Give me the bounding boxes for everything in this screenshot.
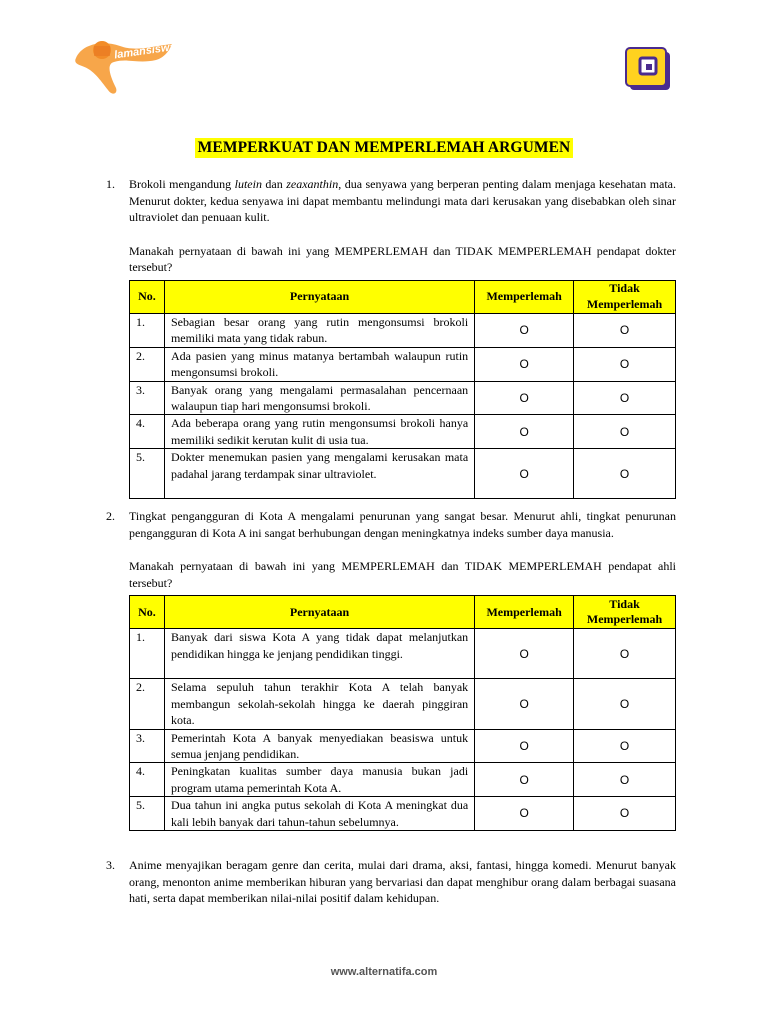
table-row (130, 415, 676, 449)
page-title: MEMPERKUAT DAN MEMPERLEMAH ARGUMEN (195, 138, 574, 158)
row-statement: Sebagian besar orang yang rutin mengonsumsi brokoli memiliki mata yang tidak rabun. (164, 313, 474, 347)
option-weaken[interactable]: O (475, 381, 574, 415)
row-number: 4. (130, 763, 165, 797)
row-statement: Banyak dari siswa Kota A yang tidak dapat melanjutkan pendidikan hingga ke jenjang pendidikan tinggi. (164, 629, 474, 679)
question-number: 2. (106, 509, 115, 523)
option-not-weaken[interactable]: O (574, 449, 676, 499)
header-statement: Pernyataan (164, 596, 474, 629)
row-number: 2. (130, 679, 165, 729)
row-number: 1. (130, 629, 165, 679)
option-not-weaken[interactable]: O (574, 629, 676, 679)
option-weaken[interactable]: O (475, 449, 574, 499)
option-weaken[interactable]: O (475, 313, 574, 347)
table-row (130, 313, 676, 347)
row-number: 2. (130, 347, 165, 381)
row-statement: Dokter menemukan pasien yang mengalami kerusakan mata padahal jarang terdampak sinar ultraviolet. (164, 449, 474, 499)
row-statement: Pemerintah Kota A banyak menyediakan beasiswa untuk semua jenjang pendidikan. (164, 729, 474, 763)
row-statement: Ada pasien yang minus matanya bertambah walaupun rutin mengonsumsi brokoli. (164, 347, 474, 381)
question-intro: Anime menyajikan beragam genre dan cerita, mulai dari drama, aksi, fantasi, hingga komedi. Menurut banyak orang, menonton anime memberikan hiburan yang bervariasi dan dapat menghibur orang dalam berbagai suasana hati, serta dapat memberikan nilai-nilai positif dalam kehidupan. (129, 858, 676, 906)
table-row (130, 381, 676, 415)
row-number: 5. (130, 449, 165, 499)
option-weaken[interactable]: O (475, 629, 574, 679)
question-intro: Brokoli mengandung lutein dan zeaxanthin, dua senyawa yang berperan penting dalam menjaga kesehatan mata. Menurut dokter, kedua senyawa ini dapat membantu melindungi mata dari kerusakan yang disebabkan oleh sinar ultraviolet dan penuaan kulit. (129, 177, 677, 225)
row-statement: Peningkatan kualitas sumber daya manusia bukan jadi program utama pemerintah Kota A. (164, 763, 474, 797)
question-prompt: Manakah pernyataan di bawah ini yang MEMPERLEMAH dan TIDAK MEMPERLEMAH pendapat ahli tersebut? (129, 559, 676, 590)
question-prompt: Manakah pernyataan di bawah ini yang MEMPERLEMAH dan TIDAK MEMPERLEMAH pendapat dokter tersebut? (129, 243, 676, 275)
option-not-weaken[interactable]: O (574, 797, 676, 831)
statement-table (129, 280, 676, 499)
header-statement: Pernyataan (164, 280, 474, 313)
question-number: 3. (106, 858, 115, 872)
header-no: No. (130, 280, 165, 313)
statement-table (129, 595, 676, 831)
option-not-weaken[interactable]: O (574, 313, 676, 347)
lamansiswa-logo-icon (72, 36, 176, 98)
footer-url: www.alternatifa.com (330, 966, 438, 978)
row-statement: Dua tahun ini angka putus sekolah di Kota A meningkat dua kali lebih banyak dari tahun-tahun sebelumnya. (164, 797, 474, 831)
app-logo-icon (624, 46, 672, 92)
option-weaken[interactable]: O (475, 729, 574, 763)
question-intro: Tingkat pengangguran di Kota A mengalami penurunan yang sangat besar. Menurut ahli, tingkat penurunan pengangguran di Kota A ini sangat berhubungan dengan meningkatnya indeks sumber daya manusia. (129, 509, 676, 540)
option-weaken[interactable]: O (475, 347, 574, 381)
option-weaken[interactable]: O (475, 763, 574, 797)
row-number: 1. (130, 313, 165, 347)
row-number: 4. (130, 415, 165, 449)
option-not-weaken[interactable]: O (574, 679, 676, 729)
question-number: 1. (106, 177, 115, 191)
table-row (130, 797, 676, 831)
header-no: No. (130, 596, 165, 629)
question-2 (106, 508, 676, 831)
table-row (130, 347, 676, 381)
table-row (130, 629, 676, 679)
header-not-weaken: Tidak Memperlemah (574, 280, 676, 313)
option-not-weaken[interactable]: O (574, 415, 676, 449)
table-row (130, 763, 676, 797)
option-weaken[interactable]: O (475, 797, 574, 831)
question-3 (106, 857, 676, 907)
table-row (130, 729, 676, 763)
row-number: 3. (130, 729, 165, 763)
row-number: 3. (130, 381, 165, 415)
header-not-weaken: Tidak Memperlemah (574, 596, 676, 629)
option-not-weaken[interactable]: O (574, 347, 676, 381)
row-number: 5. (130, 797, 165, 831)
brand-text: lamansiswa (113, 40, 176, 62)
row-statement: Selama sepuluh tahun terakhir Kota A telah banyak membangun sekolah-sekolah hingga ke daerah pinggiran kota. (164, 679, 474, 729)
table-row (130, 449, 676, 499)
table-row (130, 679, 676, 729)
option-not-weaken[interactable]: O (574, 729, 676, 763)
question-1 (106, 176, 676, 499)
option-not-weaken[interactable]: O (574, 763, 676, 797)
row-statement: Ada beberapa orang yang rutin mengonsumsi brokoli hanya memiliki sedikit kerutan kulit di usia tua. (164, 415, 474, 449)
header-weaken: Memperlemah (475, 280, 574, 313)
option-not-weaken[interactable]: O (574, 381, 676, 415)
header-weaken: Memperlemah (475, 596, 574, 629)
row-statement: Banyak orang yang mengalami permasalahan pencernaan walaupun tiap hari mengonsumsi brokoli. (164, 381, 474, 415)
option-weaken[interactable]: O (475, 415, 574, 449)
option-weaken[interactable]: O (475, 679, 574, 729)
